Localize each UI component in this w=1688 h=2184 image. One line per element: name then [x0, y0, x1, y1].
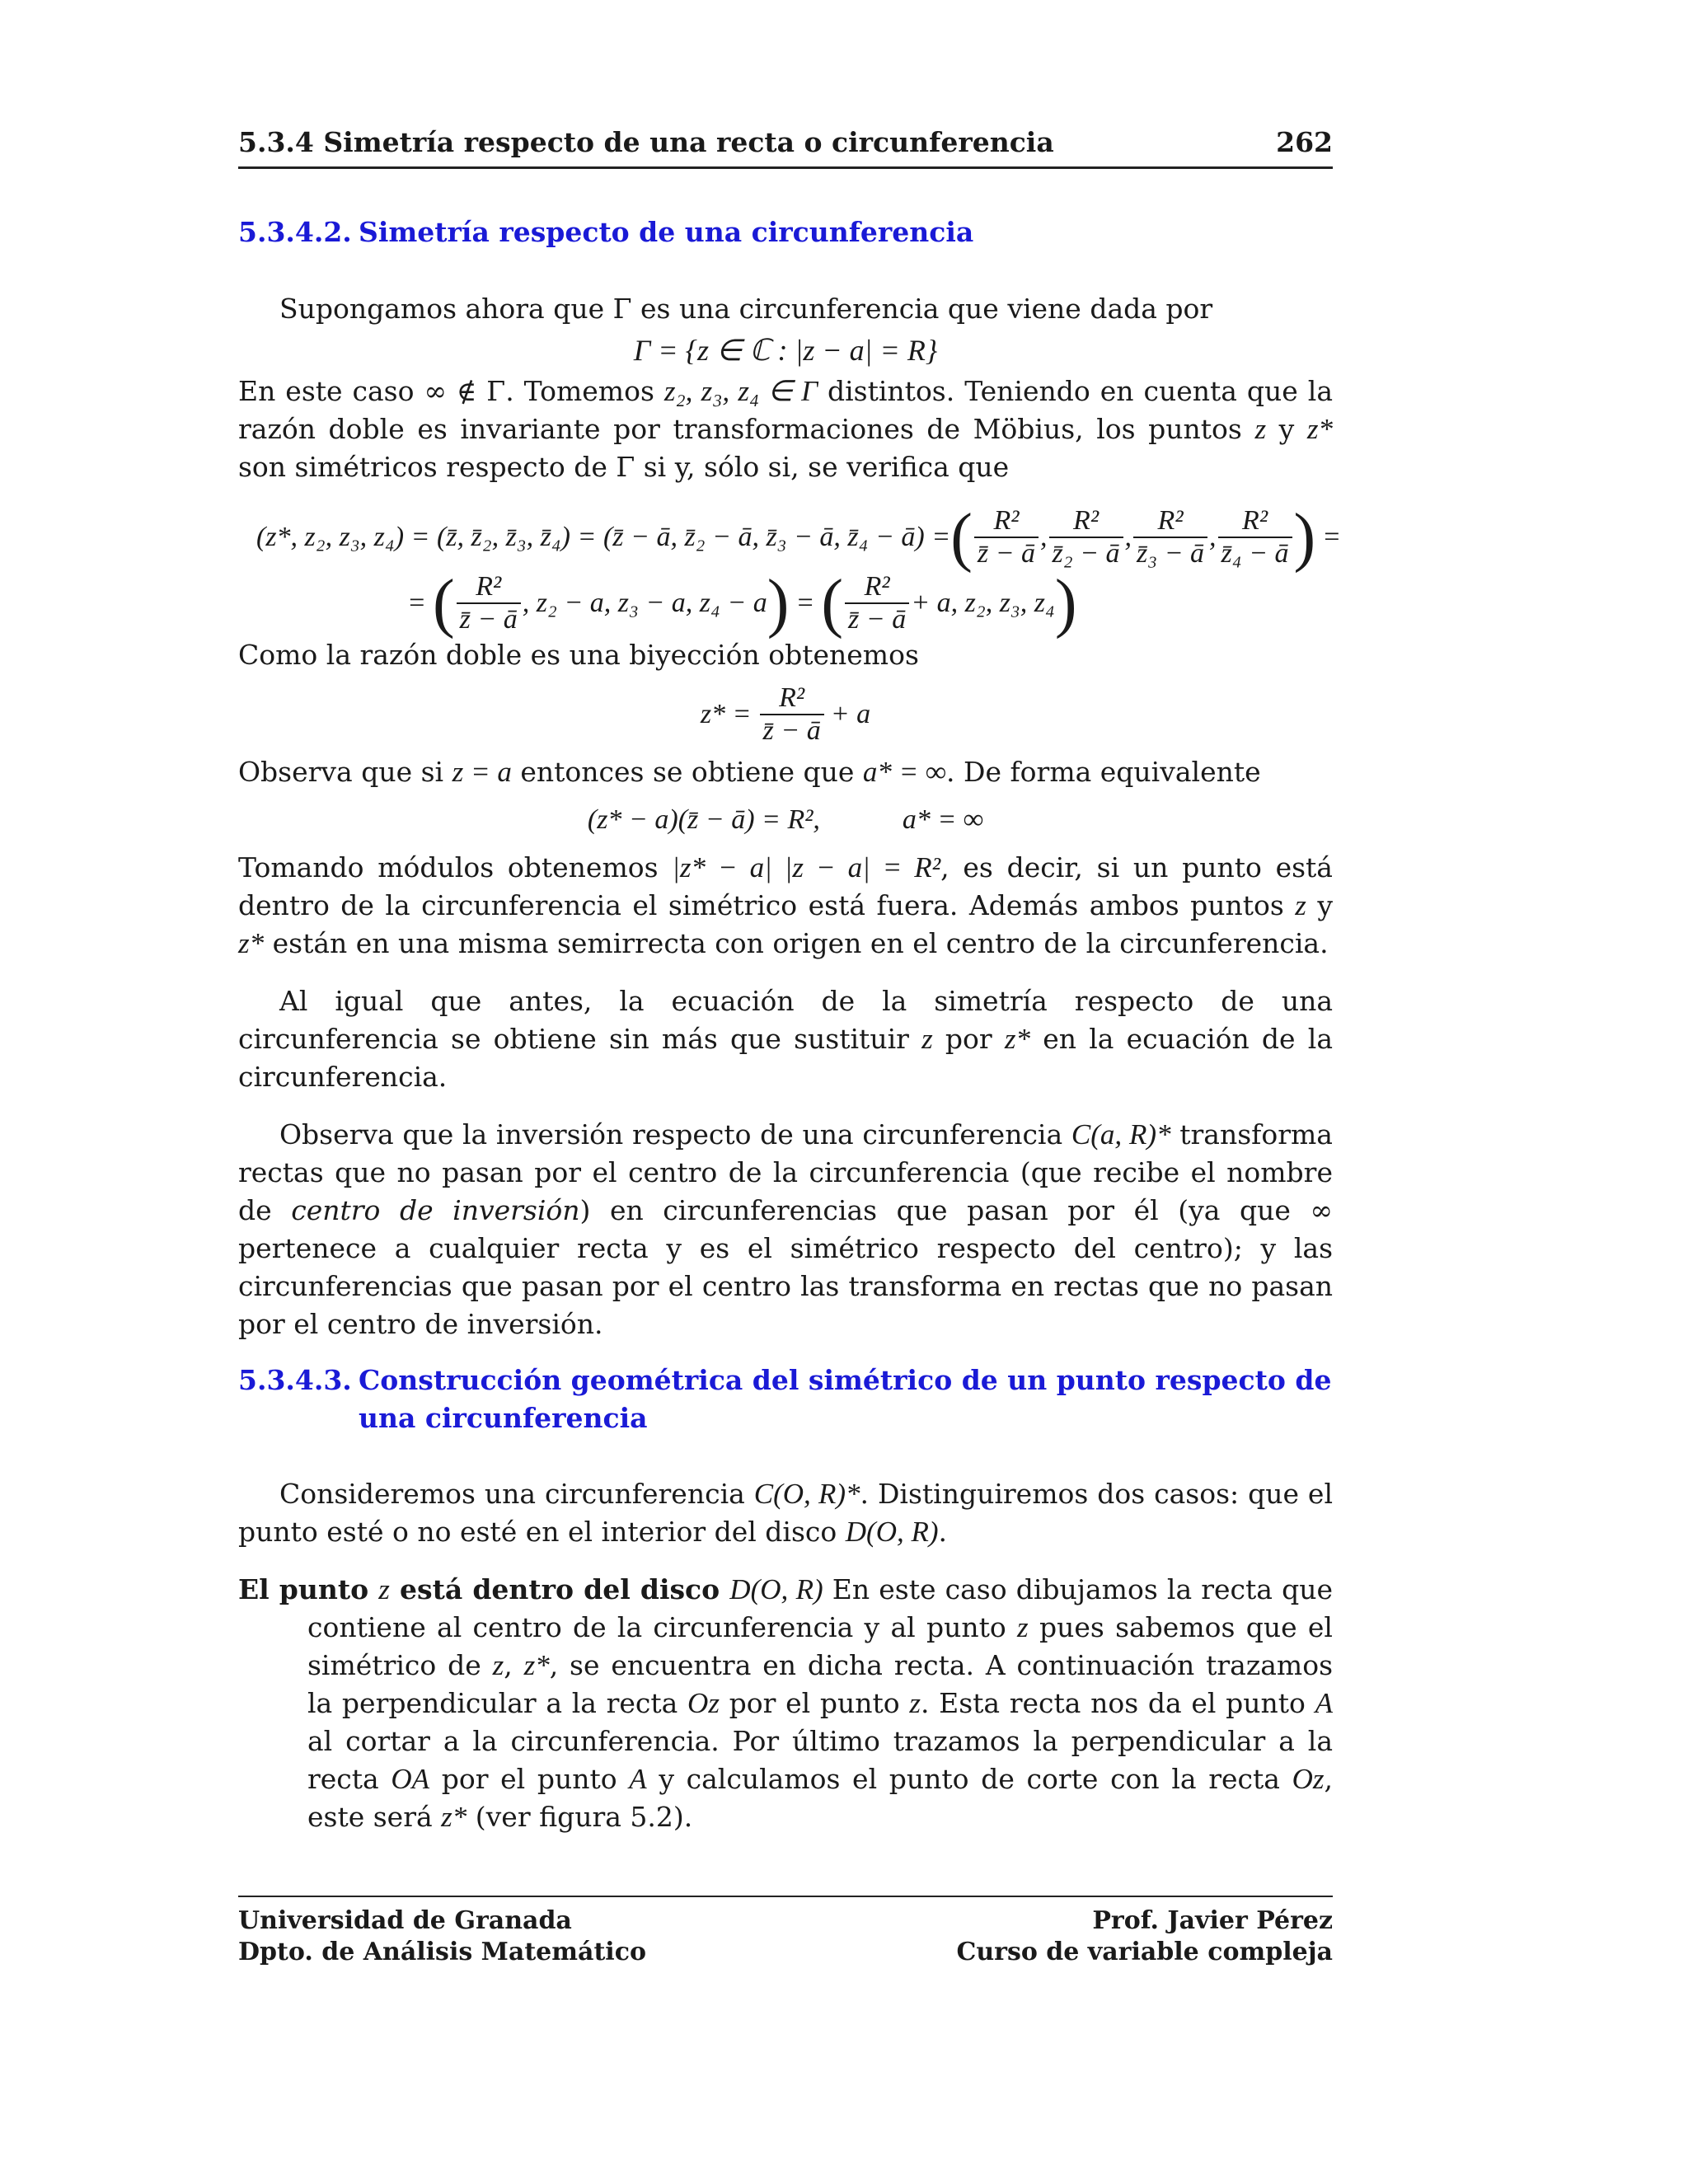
fraction-denominator: z̄ − ā: [459, 604, 518, 635]
paren-close: ): [1054, 567, 1077, 640]
fraction-denominator: z̄₃ − ā: [1137, 538, 1205, 569]
paren-open: (: [432, 567, 455, 640]
math-inline: z: [1254, 413, 1267, 445]
footer-left: [238, 1905, 646, 1968]
text: En este caso dibujamos la recta que contiene al centro de la circunferencia y al punto: [307, 1573, 1333, 1643]
equation-equals: =: [407, 588, 426, 618]
case-lead: [238, 1573, 823, 1605]
subsection-number: 5.3.4.3.: [238, 1364, 352, 1396]
footer-course: Curso de variable compleja: [956, 1938, 1333, 1966]
equation-cross-ratio-line2: [238, 567, 1333, 640]
text: En este caso ∞ ∉ Γ. Tomemos: [238, 375, 664, 407]
math-inline: z₂, z₃, z₄ ∈ Γ: [663, 375, 818, 407]
math-inline: z = a: [452, 756, 512, 788]
paragraph-cross-ratio: [238, 373, 1333, 486]
fraction-denominator: z̄ − ā: [977, 538, 1036, 569]
math-inline: C(a, R)*: [1071, 1118, 1171, 1151]
page-footer: [238, 1896, 1333, 1968]
text: transforma rectas que no pasan por el centro de la circunferencia (que recibe el nombre de: [238, 1118, 1333, 1226]
math-inline: OA: [391, 1763, 430, 1795]
text: Observa que si: [238, 756, 452, 788]
page-number: 262: [1276, 126, 1333, 158]
math-inline: z: [1295, 889, 1306, 921]
text: . Distinguiremos dos casos: que el punto esté o no esté en el interior del disco: [238, 1478, 1334, 1548]
paragraph-observa: [238, 753, 1333, 791]
text: Al igual que antes, la ecuación de la simetría respecto de una circunferencia se obtiene sin más que sustituir: [238, 985, 1333, 1055]
text: por el punto: [719, 1687, 910, 1719]
equation-zstar-lhs: z* =: [700, 699, 752, 729]
equation-equivalent: [238, 801, 1333, 839]
text: pues sabemos que el simétrico de: [307, 1611, 1333, 1681]
math-inline: z*: [441, 1801, 467, 1833]
subsection-heading-circle-symmetry: [238, 213, 1333, 251]
math-inline: z: [378, 1573, 390, 1605]
text: entonces se obtiene que: [511, 756, 863, 788]
subsection-heading-geometric-construction: [238, 1361, 1333, 1437]
fraction-denominator: z̄ − ā: [848, 604, 907, 635]
math-inline: |z* − a| |z − a| = R²: [672, 851, 941, 883]
text: ,: [504, 1649, 524, 1681]
math-inline: D(O, R): [729, 1573, 823, 1605]
equation-equals: =: [1322, 522, 1342, 552]
fraction-denominator: z̄₂ − ā: [1052, 538, 1120, 569]
equation-gamma: Γ = {z ∈ ℂ : |z − a| = R}: [633, 334, 938, 367]
fraction-numerator: R²: [457, 571, 521, 604]
equation-terms: , z₂ − a, z₃ − a, z₄ − a: [522, 588, 767, 618]
math-inline: D(O, R): [845, 1516, 939, 1548]
footer-university: Universidad de Granada: [238, 1906, 572, 1935]
text: , es decir, si un punto está dentro de la circunferencia el simétrico está fuera. Además ambos puntos: [238, 851, 1333, 921]
text: El punto: [238, 1573, 379, 1605]
text: (ver figura 5.2).: [467, 1801, 693, 1833]
paragraph-consideremos: [238, 1475, 1333, 1551]
fraction: [760, 682, 824, 747]
text: y calculamos el punto de corte con la recta: [646, 1763, 1292, 1795]
fraction-numerator: R²: [974, 505, 1039, 538]
equation-zstar-rhs: + a: [830, 699, 871, 729]
text: por: [932, 1023, 1005, 1055]
page-body: [238, 124, 1342, 1836]
footer-department: Dpto. de Análisis Matemático: [238, 1938, 646, 1966]
paren-open: (: [950, 501, 973, 574]
subsection-number: 5.3.4.2.: [238, 216, 352, 248]
fraction-numerator: R²: [1218, 505, 1292, 538]
fraction-denominator: z̄ − ā: [762, 715, 821, 746]
paren-close: ): [1293, 501, 1316, 574]
text: , se encuentra en dicha recta. A continuación trazamos la perpendicular a la recta: [307, 1649, 1333, 1719]
text: Observa que la inversión respecto de una circunferencia: [279, 1118, 1071, 1151]
math-inline: A: [629, 1763, 647, 1795]
math-inline: z*: [1306, 413, 1333, 445]
fraction: [1049, 505, 1123, 569]
text: Tomando módulos obtenemos: [238, 851, 673, 883]
math-inline: C(O, R)*: [753, 1478, 860, 1510]
text: están en una misma semirrecta con origen en el centro de la circunferencia.: [264, 927, 1329, 959]
math-inline: z*: [1004, 1023, 1031, 1055]
equation-cross-ratio-lhs: (z*, z₂, z₃, z₄) = (z̄, z̄₂, z̄₃, z̄₄) = (z̄ − ā, z̄₂ − ā, z̄₃ − ā, z̄₄ − ā) =: [256, 522, 951, 552]
term-centro-de-inversion: centro de inversión: [291, 1194, 580, 1226]
math-inline: Oz: [687, 1687, 720, 1719]
equation-equals: =: [795, 588, 815, 618]
fraction: [1133, 505, 1207, 569]
text: ) en circunferencias que pasan por él (ya que ∞ pertenece a cualquier recta y es el simétrico respecto del centro); y las circunferencias que pasan por el centro las transforma en rectas que no pasan por el centro de inversión.: [238, 1194, 1333, 1340]
text: .: [938, 1516, 948, 1548]
math-inline: a* = ∞: [862, 756, 946, 788]
paragraph-intro: Supongamos ahora que Γ es una circunferencia que viene dada por: [279, 293, 1213, 325]
math-inline: A: [1315, 1687, 1333, 1719]
fraction: [1218, 505, 1292, 569]
paren-open: (: [821, 567, 844, 640]
running-header: [238, 124, 1333, 169]
math-inline: Oz: [1292, 1763, 1325, 1795]
fraction-numerator: R²: [1133, 505, 1207, 538]
subsection-title: Construcción geométrica del simétrico de un punto respecto de una circunferencia: [359, 1364, 1332, 1434]
subsection-title: Simetría respecto de una circunferencia: [359, 216, 974, 248]
math-inline: z: [921, 1023, 933, 1055]
fraction-numerator: R²: [1049, 505, 1123, 538]
text: por el punto: [429, 1763, 630, 1795]
equation-terms: + a, z₂, z₃, z₄: [911, 588, 1055, 618]
fraction: [974, 505, 1039, 569]
equation-equivalent-right: a* = ∞: [902, 804, 984, 835]
text: y: [1306, 889, 1333, 921]
text: . De forma equivalente: [946, 756, 1261, 788]
paren-close: ): [767, 567, 790, 640]
text: distintos. Teniendo en cuenta que la razón doble es invariante por transformaciones de Möbius, los puntos: [238, 375, 1333, 445]
equation-cross-ratio-line1: (z*, z₂, z₃, z₄) = (z̄, z̄₂, z̄₃, z̄₄) = (z̄ − ā, z̄₂ − ā, z̄₃ − ā, z̄₄ − ā) = ( $\frac{\text{R²}}{z̄ - ā}$ , $\frac{\text{R²}}{\text{z̄₂ − ā}}$ , $\frac{\text{R²}}{\text{z̄₃ − ā}}$ , $\frac{\text{R²}}{\text{z̄₄ − ā}}$ ) =: [256, 501, 1342, 574]
paragraph-bijection: Como la razón doble es una biyección obtenemos: [238, 639, 919, 671]
footer-author: Prof. Javier Pérez: [1092, 1906, 1333, 1935]
math-inline: z: [1017, 1611, 1029, 1643]
paragraph-ecuacion: [238, 982, 1333, 1096]
text: . Esta recta nos da el punto: [920, 1687, 1315, 1719]
text: son simétricos respecto de Γ si y, sólo si, se verifica que: [238, 451, 1010, 483]
paragraph-modulos: [238, 849, 1333, 963]
text: al cortar a la circunferencia. Por último trazamos la perpendicular a la recta: [307, 1725, 1333, 1795]
math-inline: z: [492, 1649, 504, 1681]
text: y: [1266, 413, 1307, 445]
case-inside-disk: [238, 1571, 1333, 1836]
equation-zstar: [238, 682, 1333, 747]
footer-right: [956, 1905, 1333, 1968]
fraction-numerator: R²: [845, 571, 909, 604]
math-inline: z*: [238, 927, 265, 959]
text: , este será: [307, 1763, 1333, 1833]
math-inline: z: [909, 1687, 921, 1719]
fraction: [457, 571, 521, 635]
text: Consideremos una circunferencia: [279, 1478, 754, 1510]
fraction-denominator: z̄₄ − ā: [1221, 538, 1289, 569]
math-inline: z*: [523, 1649, 550, 1681]
fraction: [845, 571, 909, 635]
text: en la ecuación de la circunferencia.: [238, 1023, 1333, 1093]
equation-equivalent-left: (z* − a)(z̄ − ā) = R²,: [587, 804, 820, 835]
text: está dentro del disco: [389, 1573, 730, 1605]
header-section-title: 5.3.4 Simetría respecto de una recta o circunferencia: [238, 126, 1054, 158]
fraction-numerator: R²: [760, 682, 824, 715]
paragraph-inversion: [238, 1116, 1333, 1343]
